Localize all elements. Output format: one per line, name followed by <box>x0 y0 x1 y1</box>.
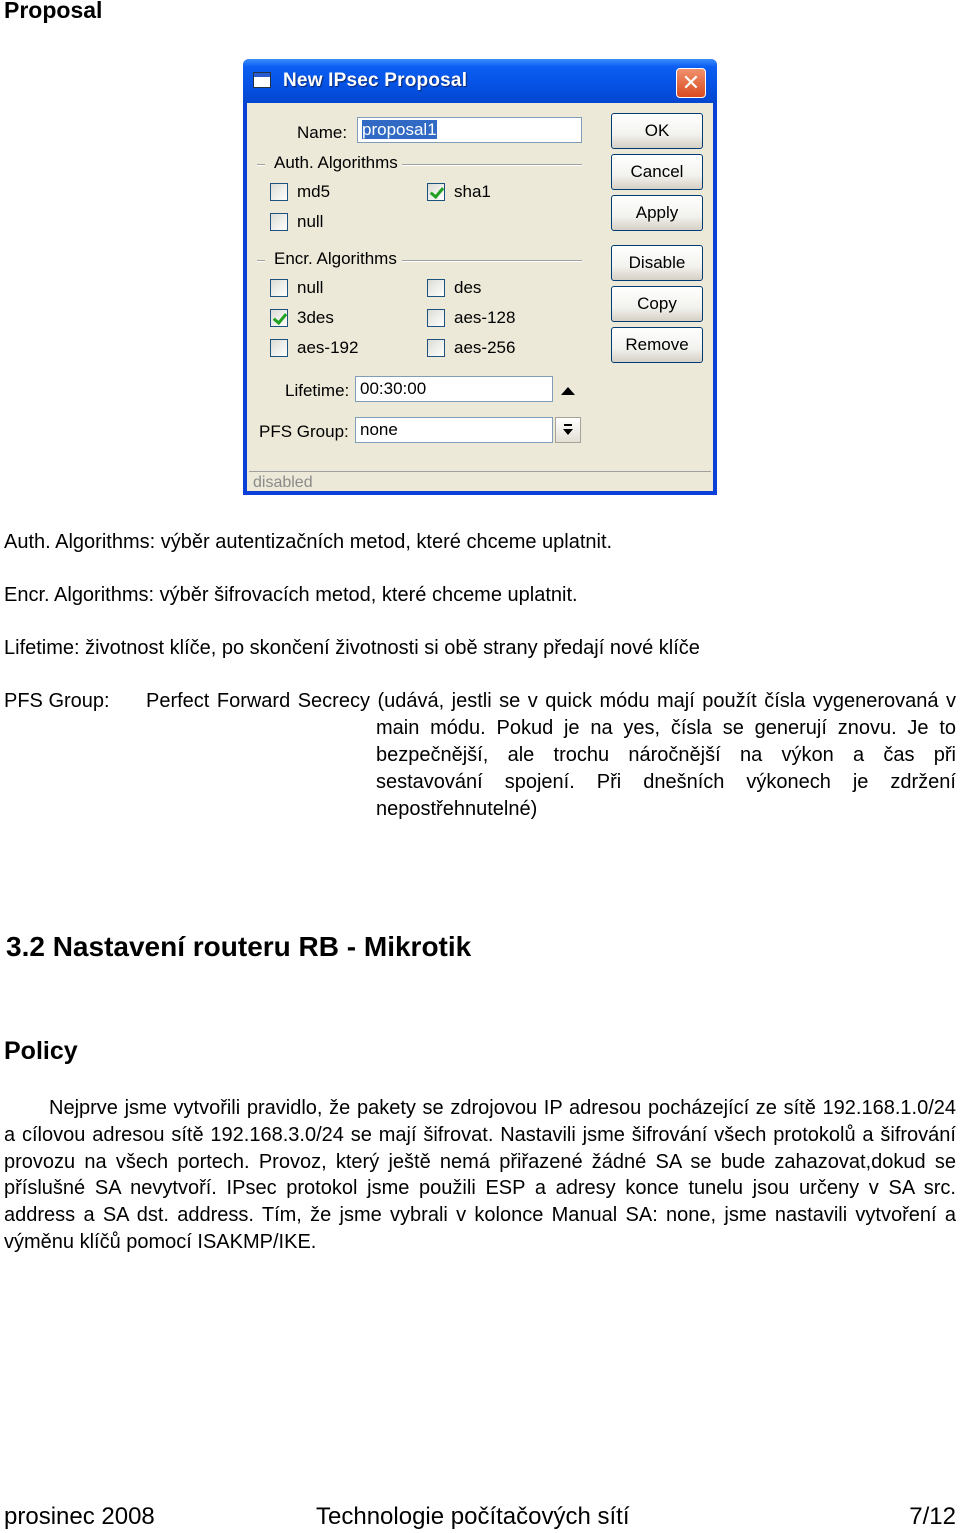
pfs-description-label: PFS Group: <box>4 690 110 712</box>
pfs-group-select[interactable]: none <box>355 417 553 443</box>
lifetime-description: Lifetime: životnost klíče, po skončení životnosti si obě strany předají nové klíče <box>4 637 700 659</box>
policy-paragraph: Nejprve jsme vytvořili pravidlo, že pakety se zdrojovou IP adresou pocházející ze sítě 192.168.1.0/24 a cílovou adresou sítě 192.168.3.0/24 se mají šifrovat. Nastavili jsme šifrování všech protokolů a šifrování provozu na všech portech. Provoz, který ještě nemá přiřazené žádné SA se bude zahazovat,dokud se příslušné SA nevytvoří. IPsec protokol jsme použili ESP a adresy konce tunelu jsou určeny v SA src. address a SA dst. address. Tím, že jsme vybrali v kolonce Manual SA: none, jsme nastavili vytvoření a výměnu klíčů pomocí ISAKMP/IKE. <box>4 1097 956 1253</box>
footer-page-number: 7/12 <box>909 1503 956 1530</box>
section-heading: 3.2 Nastavení routeru RB - Mikrotik <box>6 931 472 962</box>
footer-date: prosinec 2008 <box>4 1503 155 1530</box>
auth-group-label: Auth. Algorithms <box>271 153 401 173</box>
dialog-title: New IPsec Proposal <box>283 70 468 91</box>
name-label: Name: <box>297 123 348 142</box>
name-value: proposal1 <box>362 120 437 139</box>
footer-title: Technologie počítačových sítí <box>316 1503 630 1530</box>
disable-button[interactable]: Disable <box>611 245 703 281</box>
auth-null-checkbox[interactable] <box>270 213 288 231</box>
ok-button[interactable]: OK <box>611 113 703 149</box>
group-divider <box>257 260 265 262</box>
window-icon <box>253 72 271 88</box>
des-label: des <box>454 278 482 297</box>
aes-256-label: aes-256 <box>454 338 516 357</box>
aes-128-checkbox[interactable] <box>427 309 445 327</box>
3des-label: 3des <box>297 308 334 327</box>
sha1-label: sha1 <box>454 182 491 201</box>
md5-label: md5 <box>297 182 331 201</box>
dialog-body <box>247 103 713 491</box>
encr-group-label: Encr. Algorithms <box>271 249 400 269</box>
dropdown-arrow-icon[interactable] <box>555 417 581 443</box>
aes-192-checkbox[interactable] <box>270 339 288 357</box>
aes-256-checkbox[interactable] <box>427 339 445 357</box>
encr-null-label: null <box>297 278 324 297</box>
auth-description: Auth. Algorithms: výběr autentizačních metod, které chceme uplatnit. <box>4 531 613 553</box>
heading-policy: Policy <box>4 1037 78 1065</box>
aes-128-label: aes-128 <box>454 308 516 327</box>
auth-null-label: null <box>297 212 324 231</box>
pfs-description: Perfect Forward Secrecy (udává, jestli se v quick módu mají použít čísla vygenerovaná v main módu. Pokud je na yes, čísla se generují znovu. Je to bezpečnější, ale trochu náročnější na výkon a čas při sestavování spojení. Při dnešních výkonech je zdržení nepostřehnutelné) <box>146 690 956 820</box>
des-checkbox[interactable] <box>427 279 445 297</box>
md5-checkbox[interactable] <box>270 183 288 201</box>
sha1-checkbox[interactable] <box>427 183 445 201</box>
cancel-button[interactable]: Cancel <box>611 154 703 190</box>
group-divider <box>402 164 582 166</box>
encr-description: Encr. Algorithms: výběr šifrovacích metod, které chceme uplatnit. <box>4 584 578 606</box>
aes-192-label: aes-192 <box>297 338 359 357</box>
group-divider <box>257 164 265 166</box>
copy-button[interactable]: Copy <box>611 286 703 322</box>
spin-up-icon[interactable] <box>561 387 575 395</box>
remove-button[interactable]: Remove <box>611 327 703 363</box>
lifetime-field[interactable]: 00:30:00 <box>355 376 553 402</box>
group-divider <box>402 260 582 262</box>
heading-proposal: Proposal <box>4 0 103 23</box>
3des-checkbox[interactable] <box>270 309 288 327</box>
dialog-titlebar[interactable] <box>243 59 717 103</box>
status-bar: disabled <box>249 471 711 493</box>
lifetime-label: Lifetime: <box>285 381 350 400</box>
name-field[interactable] <box>357 117 582 143</box>
apply-button[interactable]: Apply <box>611 195 703 231</box>
pfs-group-label: PFS Group: <box>259 422 349 441</box>
ipsec-proposal-dialog <box>243 59 717 495</box>
close-icon[interactable]: ✕ <box>676 68 706 98</box>
encr-null-checkbox[interactable] <box>270 279 288 297</box>
